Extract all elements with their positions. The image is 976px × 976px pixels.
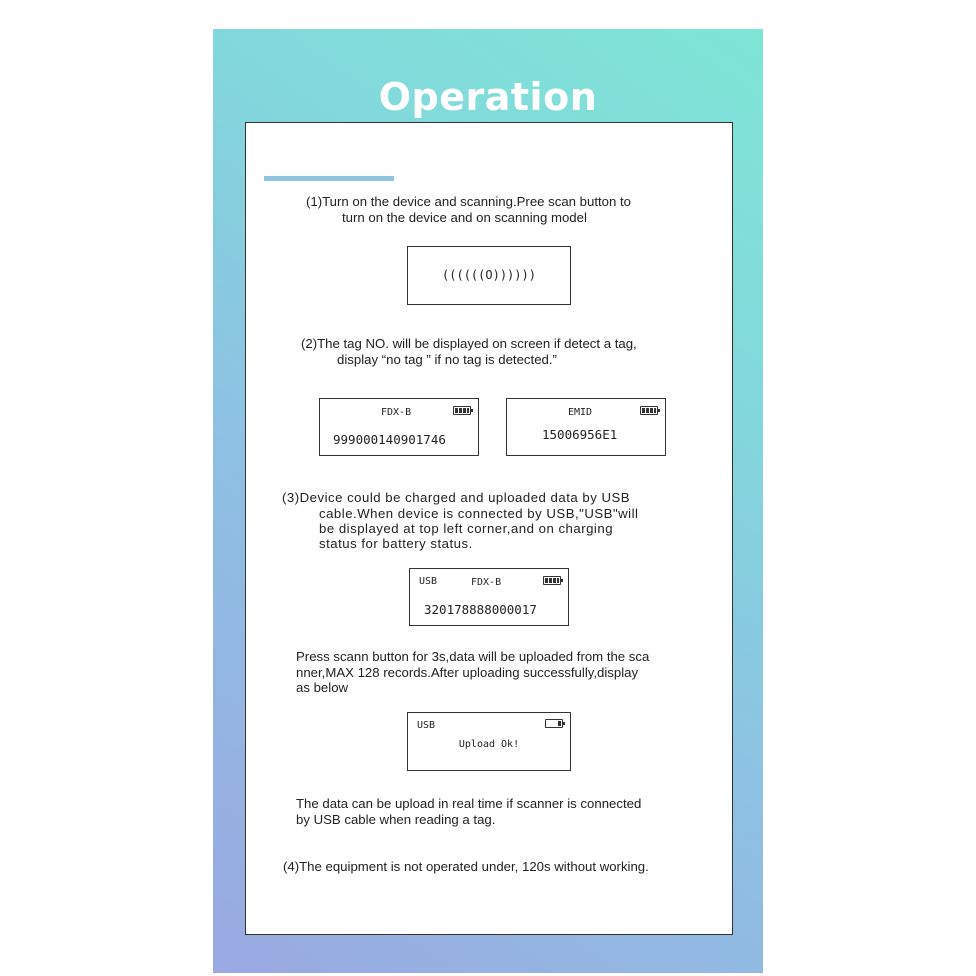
usb-tag-number: 320178888000017 bbox=[424, 602, 537, 617]
battery-icon bbox=[545, 719, 563, 728]
step3-line3: be displayed at top left corner,and on charging bbox=[319, 521, 614, 536]
realtime-note-line1: The data can be upload in real time if scanner is connected bbox=[296, 796, 642, 811]
realtime-note-line2: by USB cable when reading a tag. bbox=[296, 812, 496, 827]
upload-ok-message: Upload Ok! bbox=[458, 739, 520, 750]
instruction-sheet bbox=[245, 122, 733, 935]
upload-ok-screen bbox=[407, 712, 571, 771]
accent-bar bbox=[264, 176, 394, 181]
step1-line2: turn on the device and on scanning model bbox=[342, 210, 587, 225]
fdxb-tag-number: 999000140901746 bbox=[333, 432, 446, 447]
fdxb-tag-screen bbox=[319, 398, 479, 456]
step1-line1: (1)Turn on the device and scanning.Pree scan button to bbox=[306, 194, 632, 209]
step3-line2: cable.When device is connected by USB,"USB"will bbox=[319, 506, 639, 521]
emid-label: EMID bbox=[568, 407, 593, 418]
step3-line4: status for battery status. bbox=[319, 536, 473, 551]
step4-line1: (4)The equipment is not operated under, 120s without working. bbox=[283, 859, 649, 874]
fdxb-label: FDX-B bbox=[471, 577, 502, 588]
scanning-screen bbox=[407, 246, 571, 305]
step2-line1: (2)The tag NO. will be displayed on screen if detect a tag, bbox=[301, 336, 637, 351]
emid-tag-number: 15006956E1 bbox=[542, 427, 618, 442]
fdxb-label: FDX-B bbox=[381, 407, 412, 418]
upload-note-line3: as below bbox=[296, 680, 349, 695]
upload-note-line1: Press scann button for 3s,data will be uploaded from the sca bbox=[296, 649, 650, 664]
usb-connected-screen bbox=[409, 568, 569, 626]
scanning-indicator: ((((((O)))))) bbox=[442, 268, 536, 282]
usb-indicator: USB bbox=[419, 576, 438, 587]
step2-line2: display “no tag ” if no tag is detected.” bbox=[337, 352, 557, 367]
upload-note-line2: nner,MAX 128 records.After uploading successfully,display bbox=[296, 665, 639, 680]
step3-line1: (3)Device could be charged and uploaded data by USB bbox=[282, 490, 631, 505]
page-title: Operation bbox=[378, 75, 598, 119]
operation-card bbox=[213, 29, 763, 973]
usb-indicator: USB bbox=[417, 720, 436, 731]
battery-icon bbox=[453, 406, 471, 415]
emid-tag-screen bbox=[506, 398, 666, 456]
battery-icon bbox=[640, 406, 658, 415]
battery-icon bbox=[543, 576, 561, 585]
